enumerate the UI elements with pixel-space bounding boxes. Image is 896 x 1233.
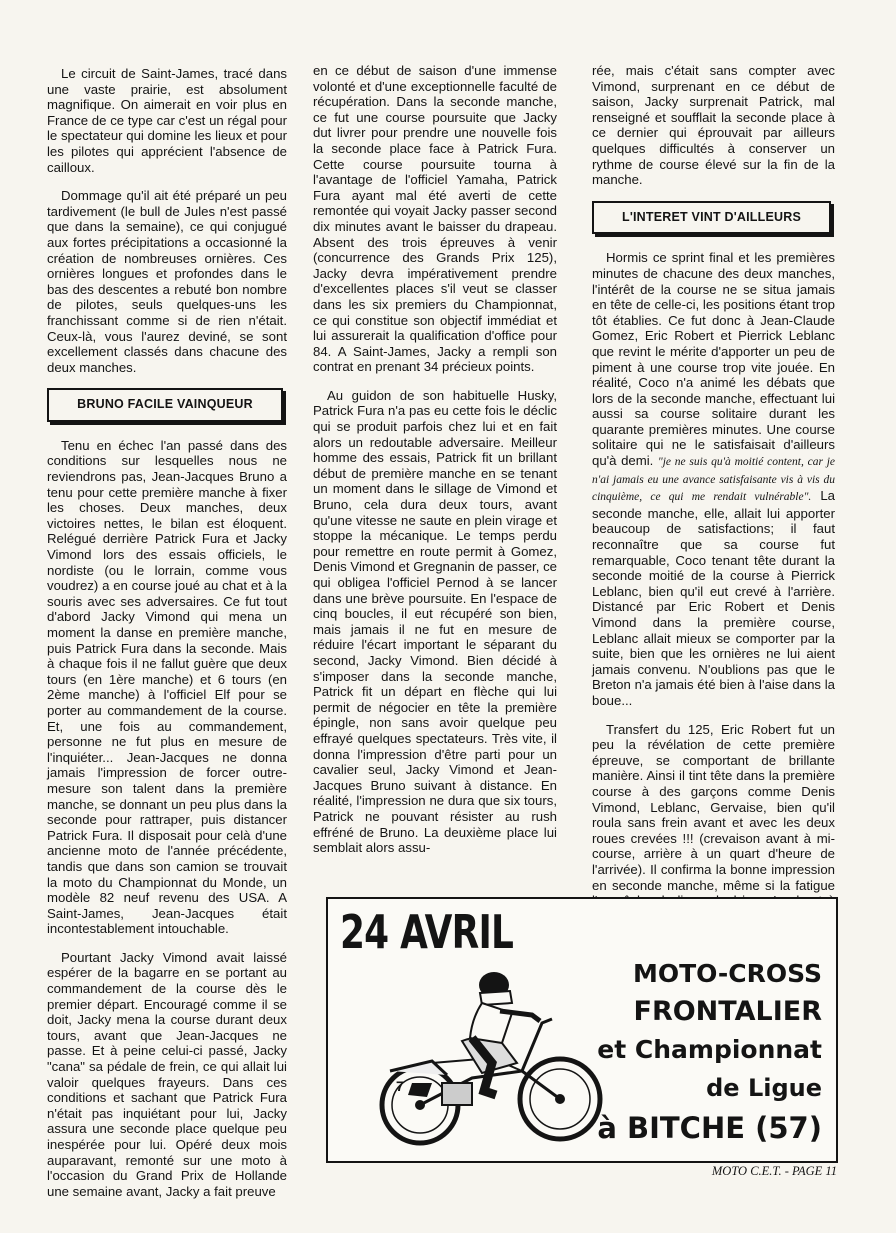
section-heading: L'INTERET VINT D'AILLEURS <box>592 201 831 235</box>
paragraph <box>592 250 835 708</box>
motocross-rider-icon <box>372 963 612 1153</box>
section-heading: BRUNO FACILE VAINQUEUR <box>47 388 283 422</box>
svg-text:7: 7 <box>396 1078 404 1094</box>
page-footer: MOTO C.E.T. - PAGE 11 <box>711 1164 837 1178</box>
paragraph: en ce début de saison d'une immense volonté et d'une exceptionnelle faculté de récupération. Dans la seconde manche, ce fut une course poursuite que Jacky dut livrer pour prendre une nouvelle fois la seconde place face à Patrick Fura. Cette course poursuite tourna à l'avantage de l'officiel Yamaha, Patrick Fura ayant mal été averti de cette remontée qui voyait Jacky passer second dix minutes avant le baisser du drapeau. Absent des trois épreuves à venir (concurrence des Grands Prix 125), Jacky devra impérativement prendre d'excellentes places s'il veut se classer dans les six premiers du Championnat, ce qui constitue son objectif immédiat et lui assurerait la qualification d'office pour 84. A Saint-James, Jacky a rempli son contrat en prenant 34 précieux points. <box>313 63 557 375</box>
paragraph: Le circuit de Saint-James, tracé dans une vaste prairie, est absolument magnifique. On aimerait en voir plus en France de ce type car c'est un régal pour le spectateur qui domine les lieux et pour les pilotes qui apprécient l'absence de cailloux. <box>47 66 287 175</box>
paragraph: rée, mais c'était sans compter avec Vimond, surprenant en ce début de saison, Jacky surprenait Patrick, mal renseigné et soufflait la seconde place à ce dernier qui éprouvait par ailleurs quelques difficultés à conserver un rythme de course élevé sur la fin de la manche. <box>592 63 835 188</box>
ad-text-block <box>597 955 822 1149</box>
ad-date: 24 AVRIL <box>340 905 514 959</box>
ad-line: FRONTALIER <box>633 996 822 1027</box>
article-column-2 <box>313 63 557 869</box>
ad-line: MOTO-CROSS <box>632 959 822 988</box>
ad-line: et Championnat <box>597 1035 822 1064</box>
paragraph-text: Hormis ce sprint final et les premières minutes de chacune des deux manches, l'intérêt de la course ne se situa jamais en tête de celle-ci, les positions étant trop tôt établies. Ce fut donc à Jean-Claude Gomez, Eric Robert et Pierrick Leblanc que revint le mérite d'apporter un peu de piment à une course trop vite jouée. En réalité, Coco n'a animé les débats que lors de la seconde manche, effectuant lui aussi sa course solitaire durant les quarante premières minutes. Une course solitaire qui ne le satisfaisait d'ailleurs qu'à demi. <box>592 250 835 469</box>
paragraph: Transfert du 125, Eric Robert fut un peu la révélation de cette première épreuve, se comportant de brillante manière. Ainsi il tint tête dans la première course à des garçons comme Denis Vimond, Leblanc, Gervaise, bien qu'il roula sans frein avant et avec les deux roues crevées !!! (crevaison avant à mi-course, arrière à un quart d'heure de l'arrivée). Il confirma la bonne impression en seconde manche, même si la fatigue <box>592 721 835 893</box>
paragraph: Pourtant Jacky Vimond avait laissé espérer de la bagarre en se portant au commandement de la course dès le premier départ. Encouragé comme il se doit, Jacky mena la course durant deux tours, avant que Jean-Jacques ne passe. Et à peine celui-ci passé, Jacky "cana" sa pédale de frein, ce qui allait lui valoir quelques frayeurs. Dans ces conditions et sachant que Patrick Fura n'était pas inquiétant pour lui, Jacky assura une seconde place quelque peu inespérée pour lui. Opéré deux mois auparavant, remonté sur une moto à l'occasion du Grand Prix de Hollande une semaine avant, Jacky a fait preuve <box>47 949 287 1199</box>
paragraph: Dommage qu'il ait été préparé un peu tardivement (le bull de Jules n'est passé que dans la semaine), ce qui conjugué aux fortes précipitations a occasionné la création de nombreuses ornières. Ces ornières longues et profondes dans le bas des descentes a rebuté bon nombre de pilotes, seuls quelques-uns les franchissant comme si de rien n'était. Ceux-là, vous l'aurez deviné, se sont excellement classés dans chacune des deux manches. <box>47 188 287 375</box>
paragraph-text: La seconde manche, elle, allait lui apporter beaucoup de satisfactions; il faut reconnaître que sa course fut remarquable, Coco tenant tête durant la seconde moitié de la course à Pierrick Leblanc, bien qu'il eut crevé à l'arrière. Distancé par Eric Robert et Denis Vimond dans la première course, Leblanc allait mieux se comporter par la suite, bien que les ornières ne lui aient jamais convenu. N'oublions pas que le Breton n'a jamais été bien à l'aise dans la boue... <box>592 488 835 708</box>
quote: "je ne suis qu'à moitié content, car je n'ai jamais eu une avance satisfaisante vis à vis du cinquième, ce qui me rendait vulnérable". <box>592 456 835 504</box>
article-column-3 <box>592 63 835 937</box>
ad-line: à BITCHE (57) <box>597 1111 822 1145</box>
paragraph: Tenu en échec l'an passé dans des conditions sur lesquelles nous ne reviendrons pas, Jean-Jacques Bruno a tenu pour cette première manche à fixer les choses. Deux manches, deux victoires nettes, le bilan est éloquent. Relégué derrière Patrick Fura et Jacky Vimond lors des essais officiels, le nordiste (ou le lorrain, comme vous voudrez) a en course joué au chat et à la souris avec ses adversaires. Ce fut tout d'abord Jacky Vimond qui mena un moment la danse en première manche, puis Patrick Fura dans la seconde. Mais à chaque fois il ne fallut guère que deux tours (en 1ère manche) et 6 tours (en 2ème manche) à l'officiel Elf pour se porter au commandement de la course. Et, une fois au commandement, personne ne fut plus en mesure de l'inquiéter... Jean-Jacques ne donna jamais l'impression de forcer outre-mesure son talent dans la première manche, se donnant un peu plus dans la seconde pour rattraper, puis distancer Patrick Fura. Il disposait pour celà d'une ancienne moto de l'année précédente, tandis que dans son camion se trouvait la moto du Championnat du Monde, un modèle 82 neuf revenu des USA. A Saint-James, Jean-Jacques était incontestablement intouchable. <box>47 437 287 937</box>
ad-line: de Ligue <box>706 1074 822 1102</box>
paragraph: Au guidon de son habituelle Husky, Patrick Fura n'a pas eu cette fois le déclic qui se produit parfois chez lui et en fait alors un redoutable adversaire. Meilleur homme des essais, Patrick fit un brillant début de première manche en se tenant un moment dans le sillage de Vimond et Bruno, cela dura deux tours, avant qu'une vitesse ne saute en plein virage et stoppe la mécanique. Le temps perdu pour remettre en route permit à Gomez, Denis Vimond et Gregnanin de passer, ce qui obligea l'officiel Pernod à se lancer dans une brève poursuite. En l'espace de cinq boucles, il eut récupéré son bien, mais jamais il ne fut en mesure de réduire l'écart important le séparant du second, Jacky Vimond. Bien décidé à s'imposer dans la seconde manche, Patrick fit un départ en flèche qui lui permit de négocier en tête la première épingle, non sans avoir quelque peu effrayé quelques spectateurs. Très vite, il donna l'impression d'être parti pour un cavalier seul, Jacky Vimond et Jean-Jacques Bruno suivant à distance. En réalité, l'impression ne dura que six tours, Patrick ne pouvant résister au rush effréné de Bruno. La deuxième place lui semblait alors assu- <box>313 387 557 856</box>
article-column-1 <box>47 66 287 1212</box>
event-advertisement <box>326 897 838 1163</box>
